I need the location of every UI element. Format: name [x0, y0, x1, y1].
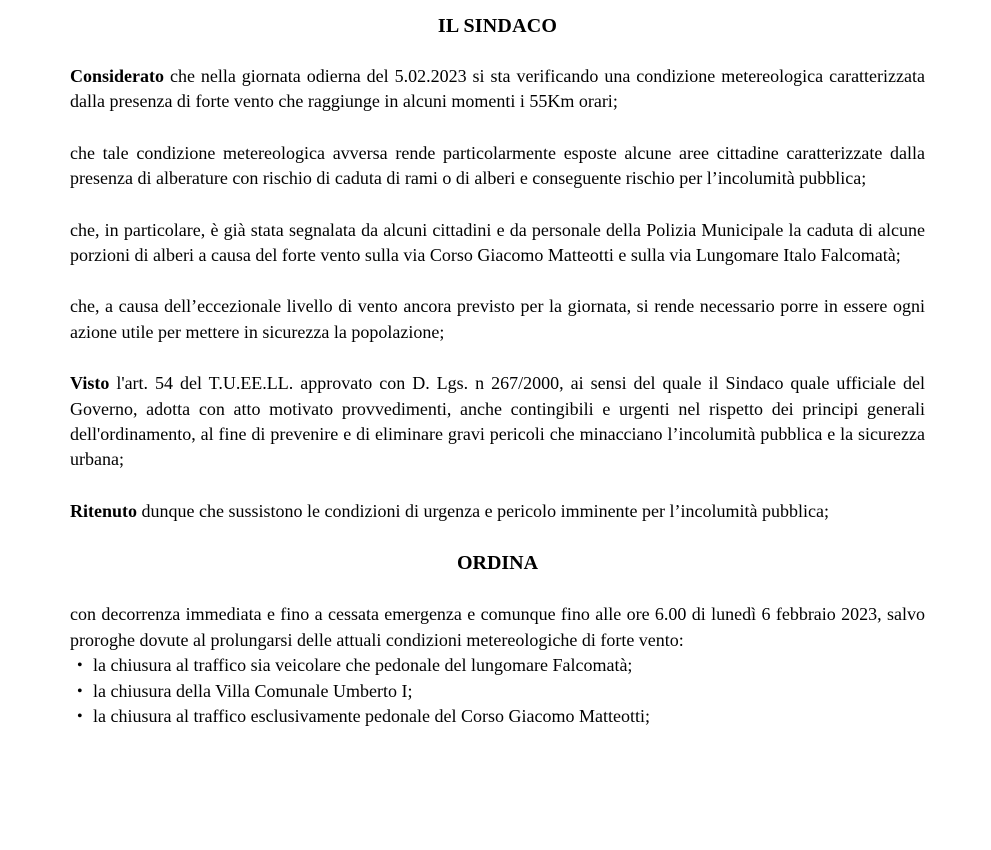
bullet-icon: •: [77, 657, 83, 675]
order-item-text: la chiusura al traffico sia veicolare che pedonale del lungomare Falcomatà;: [93, 655, 633, 676]
paragraph-segnalazioni: [70, 218, 925, 269]
paragraph-text: che nella giornata odierna del 5.02.2023 si sta verificando una condizione metereologica caratterizzata dalla presenza di forte vento che raggiunge in alcuni momenti i 55Km orari;: [70, 66, 925, 112]
paragraph-text: che, a causa dell’eccezionale livello di vento ancora previsto per la giornata, si rende necessario porre in essere ogni azione utile per mettere in sicurezza la popolazione;: [70, 296, 925, 342]
paragraph-text: l'art. 54 del T.U.EE.LL. approvato con D. Lgs. n 267/2000, ai sensi del quale il Sindaco quale ufficiale del Governo, adotta con atto motivato provvedimenti, anche contingibili e urgenti nel rispetto dei principi generali dell'ordinamento, al fine di prevenire e di eliminare gravi pericoli che minacciano l’incolumità pubblica e la sicurezza urbana;: [70, 373, 925, 470]
document-title: IL SINDACO: [437, 15, 558, 37]
order-item-text: la chiusura della Villa Comunale Umberto I;: [93, 680, 413, 701]
order-item-villa-comunale: [70, 679, 925, 705]
order-item-text: la chiusura al traffico esclusivamente pedonale del Corso Giacomo Matteotti;: [93, 706, 650, 727]
paragraph-text: dunque che sussistono le condizioni di urgenza e pericolo imminente per l’incolumità pubblica;: [141, 500, 829, 521]
order-item-lungomare: [70, 653, 925, 679]
order-heading: ORDINA: [456, 552, 539, 575]
paragraph-text: che, in particolare, è già stata segnalata da alcuni cittadini e da personale della Polizia Municipale la caduta di alcune porzioni di alberi a causa del forte vento sulla via Corso Giacomo Matteotti e sulla via Lungomare Italo Falcomatà;: [70, 219, 925, 266]
paragraph-visto: [70, 371, 925, 473]
paragraph-considerato: [70, 64, 925, 115]
paragraph-ritenuto: [70, 499, 925, 524]
lead-word: Ritenuto: [70, 500, 137, 521]
bullet-icon: •: [77, 708, 83, 726]
lead-word: Considerato: [70, 66, 164, 86]
bullet-icon: •: [77, 682, 83, 700]
paragraph-text: con decorrenza immediata e fino a cessata emergenza e comunque fino alle ore 6.00 di lunedì 6 febbraio 2023, salvo proroghe dovute al prolungarsi delle attuali condizioni metereologiche di forte vento:: [70, 604, 925, 650]
paragraph-livello-vento: [70, 294, 925, 345]
paragraph-text: che tale condizione metereologica avversa rende particolarmente esposte alcune aree cittadine caratterizzate dalla presenza di alberature con rischio di caduta di rami o di alberi e conseguente rischio per l’incolumità pubblica;: [70, 142, 925, 189]
order-list: [70, 653, 925, 730]
lead-word: Visto: [70, 373, 110, 394]
paragraph-order-intro: [70, 602, 925, 653]
order-item-corso-matteotti: [70, 704, 925, 730]
paragraph-condizione-avversa: [70, 141, 925, 192]
